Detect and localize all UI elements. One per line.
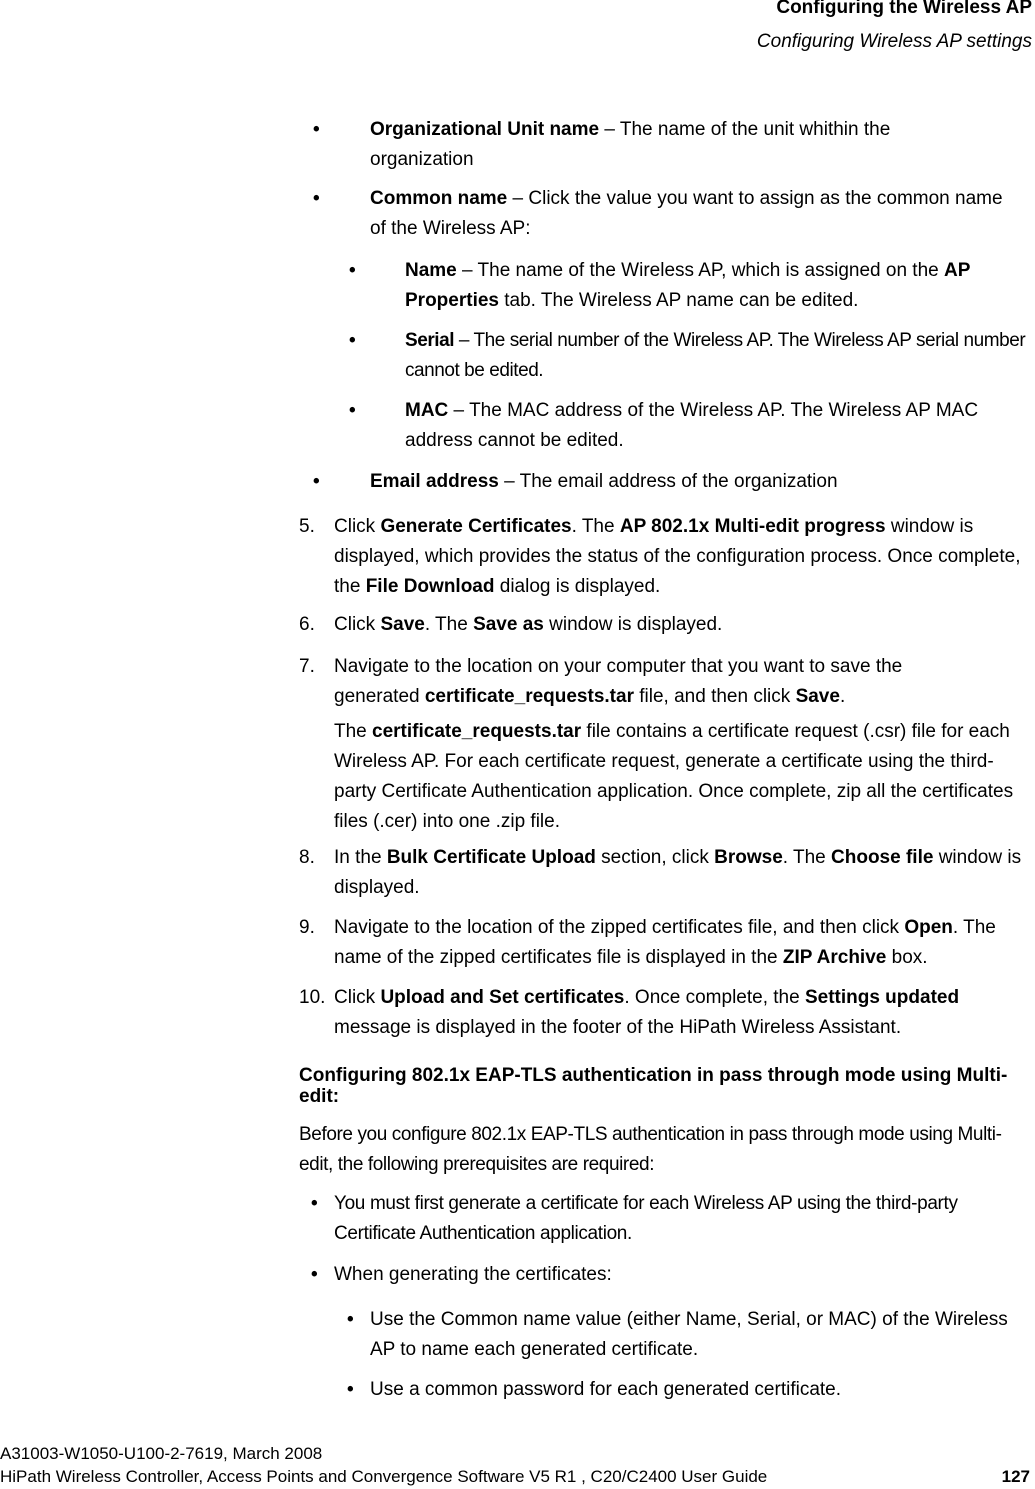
bullet: •: [311, 1193, 318, 1214]
bullet: •: [349, 400, 356, 421]
step-number: 9.: [299, 917, 315, 938]
step-10: Click Upload and Set certificates. Once complete, the Settings updated message is displayed in the footer of the HiPath Wireless Assistant.: [334, 987, 960, 1038]
step-8: In the Bulk Certificate Upload section, click Browse. The Choose file window is displayed.: [334, 847, 1022, 898]
section-intro: Before you configure 802.1x EAP-TLS authentication in pass through mode using Multi-edit, the following prerequisites are required:: [299, 1124, 1002, 1175]
bullet: •: [347, 1379, 354, 1400]
bullet: •: [311, 1264, 318, 1285]
footer-guide-title: HiPath Wireless Controller, Access Points and Convergence Software V5 R1 , C20/C2400 User Guide: [0, 1467, 768, 1486]
bullet: •: [349, 260, 356, 281]
step-number: 10.: [299, 987, 326, 1008]
list-item-common-name: Common name – Click the value you want to assign as the common name of the Wireless AP:: [370, 188, 1003, 239]
list-item-serial: Serial – The serial number of the Wireless AP. The Wireless AP serial number cannot be edited.: [405, 330, 1026, 381]
list-item-org-unit: Organizational Unit name – The name of the unit whithin the organization: [370, 119, 891, 170]
prereq-item-1: You must first generate a certificate for each Wireless AP using the third-party Certificate Authentication application.: [334, 1193, 958, 1244]
step-number: 7.: [299, 656, 315, 677]
bullet: •: [313, 471, 320, 492]
step-7-note: The certificate_requests.tar file contains a certificate request (.csr) file for each Wireless AP. For each certificate request, generate a certificate using the third-party Certificate Authentication application. Once complete, zip all the certificates files (.cer) into one .zip file.: [334, 721, 1014, 832]
list-item-email: Email address – The email address of the organization: [370, 471, 838, 492]
prereq-subitem-1: Use the Common name value (either Name, Serial, or MAC) of the Wireless AP to name each generated certificate.: [370, 1309, 1008, 1360]
bullet: •: [313, 119, 320, 140]
page-number: 127: [1001, 1467, 1030, 1486]
section-heading: Configuring 802.1x EAP-TLS authentication in pass through mode using Multi-edit:: [299, 1065, 1008, 1107]
list-item-name: Name – The name of the Wireless AP, which is assigned on the AP Properties tab. The Wireless AP name can be edited.: [405, 260, 971, 311]
bullet: •: [347, 1309, 354, 1330]
step-number: 8.: [299, 847, 315, 868]
step-number: 5.: [299, 516, 315, 537]
list-item-mac: MAC – The MAC address of the Wireless AP. The Wireless AP MAC address cannot be edited.: [405, 400, 979, 451]
prereq-item-2: When generating the certificates:: [334, 1264, 612, 1285]
bullet: •: [313, 188, 320, 209]
prereq-subitem-2: Use a common password for each generated certificate.: [370, 1379, 842, 1400]
running-header-subtitle: Configuring Wireless AP settings: [756, 31, 1032, 52]
step-7: Navigate to the location on your computer that you want to save the generated certificate_requests.tar file, and then click Save.: [334, 656, 903, 707]
running-header-title: Configuring the Wireless AP: [776, 0, 1032, 18]
step-number: 6.: [299, 614, 315, 635]
step-5: Click Generate Certificates. The AP 802.1x Multi-edit progress window is displayed, which provides the status of the configuration process. Once complete, the File Download dialog is displayed.: [334, 516, 1021, 597]
step-9: Navigate to the location of the zipped certificates file, and then click Open. The name of the zipped certificates file is displayed in the ZIP Archive box.: [334, 917, 996, 968]
bullet: •: [349, 330, 356, 351]
footer-doc-id: A31003-W1050-U100-2-7619, March 2008: [0, 1444, 323, 1463]
step-6: Click Save. The Save as window is displayed.: [334, 614, 723, 635]
